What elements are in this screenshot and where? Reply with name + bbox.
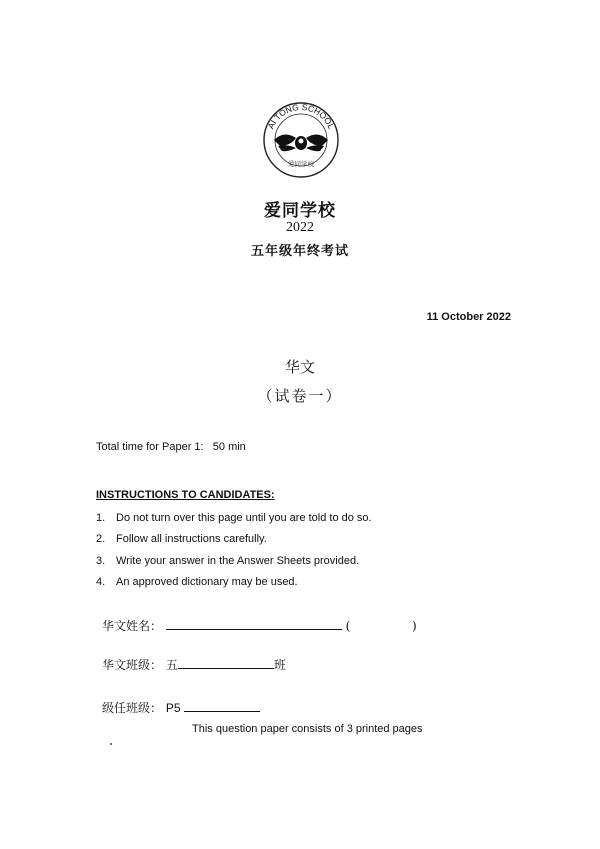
instruction-number: 2. <box>96 533 106 545</box>
index-paren-open: ( <box>345 619 351 633</box>
stray-mark <box>110 743 112 745</box>
page-count-note: This question paper consists of 3 printed pages <box>192 723 423 735</box>
exam-name: 五年级年终考试 <box>250 244 349 259</box>
crest-ring-text: AI TONG SCHOOL <box>265 101 337 131</box>
exam-date: 11 October 2022 <box>426 311 511 323</box>
chinese-class-blank[interactable] <box>178 656 274 669</box>
chinese-class-prefix: 五 <box>165 658 178 672</box>
chinese-class-field <box>102 656 286 673</box>
instruction-text: Do not turn over this page until you are told to do so. <box>116 512 372 524</box>
instruction-number: 1. <box>96 512 106 524</box>
school-crest-logo <box>262 100 340 178</box>
instruction-item <box>96 533 267 545</box>
instruction-text: Write your answer in the Answer Sheets provided. <box>116 555 360 567</box>
chinese-class-suffix: 班 <box>273 658 286 672</box>
instruction-text: Follow all instructions carefully. <box>116 533 267 545</box>
instruction-number: 3. <box>96 555 106 567</box>
instructions-heading: INSTRUCTIONS TO CANDIDATES: <box>96 489 275 501</box>
exam-year: 2022 <box>286 220 314 235</box>
time-allowed <box>96 441 246 453</box>
index-paren-close: ) <box>412 619 417 633</box>
crest-motto-text: 爱同学校 <box>288 160 314 168</box>
form-class-field <box>102 699 260 716</box>
subject-title: 华文 <box>284 358 315 376</box>
form-class-prefix: P5 <box>165 701 181 715</box>
chinese-name-field <box>102 617 417 634</box>
time-value: 50 min <box>212 441 246 453</box>
instruction-item <box>96 512 372 524</box>
chinese-name-label: 华文姓名： <box>102 619 163 633</box>
time-label: Total time for Paper 1: <box>96 441 204 453</box>
paper-title: （试卷一） <box>257 387 343 405</box>
form-class-label: 级任班级： <box>102 701 163 715</box>
instruction-item <box>96 576 298 588</box>
chinese-class-label: 华文班级： <box>102 658 163 672</box>
form-class-blank[interactable] <box>184 699 260 712</box>
school-name: 爱同学校 <box>264 201 336 221</box>
instruction-text: An approved dictionary may be used. <box>116 576 298 588</box>
instruction-number: 4. <box>96 576 106 588</box>
svg-text:AI TONG SCHOOL <box>265 102 336 131</box>
chinese-name-blank[interactable] <box>166 617 342 630</box>
instruction-item <box>96 555 359 567</box>
